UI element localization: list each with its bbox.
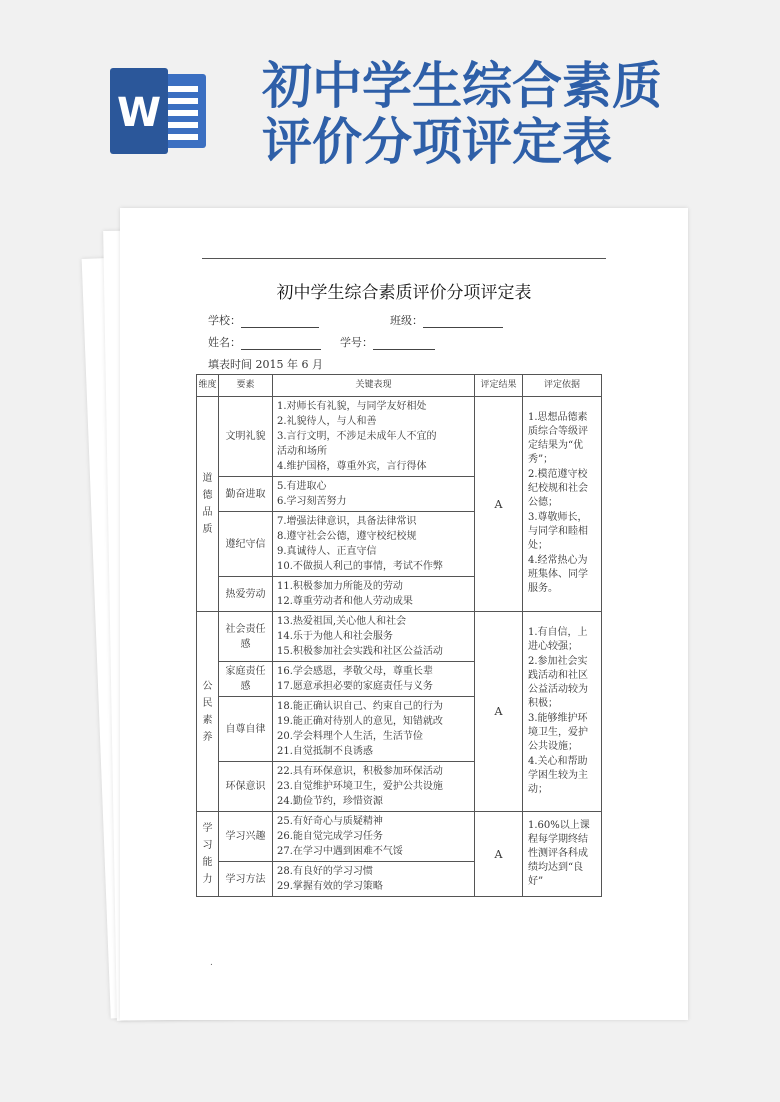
document-title: 初中学生综合素质评价分项评定表 — [276, 283, 532, 303]
behavior-item: 23.自觉维护环境卫生，爱护公共设施 — [277, 781, 443, 792]
word-logo-letter: W — [116, 90, 162, 136]
behavior-item: 26.能自觉完成学习任务 — [277, 831, 383, 842]
element-cell: 勤奋进取 — [219, 477, 273, 512]
name-field — [208, 334, 321, 350]
evaluation-table — [196, 374, 602, 897]
result-cell: A — [475, 397, 523, 612]
school-underline — [241, 316, 319, 328]
table-header-row — [197, 375, 602, 397]
header-behavior: 关键表现 — [273, 375, 475, 397]
student-id-field — [340, 334, 435, 350]
behavior-cell — [273, 512, 475, 577]
header-dimension: 维度 — [197, 375, 219, 397]
word-logo-icon — [110, 68, 208, 154]
behavior-item: 19.能正确对待别人的意见，知错就改 — [277, 716, 443, 727]
element-cell: 社会责任感 — [219, 612, 273, 662]
behavior-cell — [273, 612, 475, 662]
behavior-item: 20.学会料理个人生活，生活节俭 — [277, 731, 423, 742]
student-id-underline — [373, 338, 435, 350]
element-cell: 学习方法 — [219, 862, 273, 897]
behavior-cell — [273, 577, 475, 612]
behavior-item: 9.真诚待人、正直守信 — [277, 546, 377, 557]
behavior-item: 15.积极参加社会实践和社区公益活动 — [277, 646, 443, 657]
behavior-cell — [273, 662, 475, 697]
basis-item: 1.有自信，上进心较强； — [528, 626, 588, 652]
basis-cell — [523, 812, 602, 897]
basis-item: 3.能够维护环境卫生，爱护公共设施； — [528, 712, 588, 752]
class-underline — [423, 316, 503, 328]
behavior-cell — [273, 397, 475, 477]
behavior-item: 17.愿意承担必要的家庭责任与义务 — [277, 681, 433, 692]
name-label: 姓名： — [208, 336, 241, 349]
behavior-item: 3.言行文明，不涉足未成年人不宜的 — [277, 431, 437, 442]
table-row — [197, 612, 602, 662]
class-label: 班级： — [390, 314, 423, 327]
behavior-item: 6.学习刻苦努力 — [277, 496, 347, 507]
basis-cell — [523, 397, 602, 612]
behavior-item: 29.掌握有效的学习策略 — [277, 881, 383, 892]
name-underline — [241, 338, 321, 350]
behavior-cell — [273, 477, 475, 512]
behavior-item: 21.自觉抵制不良诱惑 — [277, 746, 373, 757]
element-cell: 遵纪守信 — [219, 512, 273, 577]
element-cell: 文明礼貌 — [219, 397, 273, 477]
school-field — [208, 312, 319, 328]
behavior-item: 11.积极参加力所能及的劳动 — [277, 581, 403, 592]
behavior-item: 1.对师长有礼貌，与同学友好相处 — [277, 401, 427, 412]
dimension-cell: 公民素养 — [197, 612, 219, 812]
basis-item: 2.参加社会实践活动和社区公益活动较为积极； — [528, 655, 588, 709]
behavior-cell — [273, 762, 475, 812]
basis-cell — [523, 612, 602, 812]
result-cell: A — [475, 812, 523, 897]
behavior-item: 25.有好奇心与质疑精神 — [277, 816, 383, 827]
school-label: 学校： — [208, 314, 241, 327]
dimension-cell: 道德品质 — [197, 397, 219, 612]
dimension-cell: 学习能力 — [197, 812, 219, 897]
behavior-item: 14.乐于为他人和社会服务 — [277, 631, 393, 642]
behavior-cell — [273, 862, 475, 897]
behavior-item: 24.勤俭节约，珍惜资源 — [277, 796, 383, 807]
behavior-item: 8.遵守社会公德，遵守校纪校规 — [277, 531, 417, 542]
element-cell: 家庭责任感 — [219, 662, 273, 697]
behavior-item: 28.有良好的学习习惯 — [277, 866, 373, 877]
basis-item: 4.关心和帮助学困生较为主动； — [528, 755, 588, 795]
behavior-item: 10.不做损人利己的事情，考试不作弊 — [277, 561, 443, 572]
class-field — [390, 312, 503, 328]
header-rule — [202, 258, 606, 259]
header-element: 要素 — [219, 375, 273, 397]
header-result: 评定结果 — [475, 375, 523, 397]
behavior-cell — [273, 697, 475, 762]
behavior-item: 12.尊重劳动者和他人劳动成果 — [277, 596, 413, 607]
behavior-item: 4.维护国格，尊重外宾，言行得体 — [277, 461, 427, 472]
footer-mark: . — [210, 958, 213, 968]
basis-item: 2.模范遵守校纪校规和社会公德； — [528, 469, 588, 508]
behavior-cell — [273, 812, 475, 862]
behavior-item: 27.在学习中遇到困难不气馁 — [277, 846, 403, 857]
student-id-label: 学号： — [340, 336, 373, 349]
header-basis: 评定依据 — [523, 375, 602, 397]
document-page — [120, 208, 688, 1020]
headline-line-1: 初中学生综合素质 — [262, 57, 662, 115]
table-row — [197, 397, 602, 477]
basis-item: 4.经常热心为班集体、同学服务。 — [528, 555, 588, 594]
basis-item: 3.尊敬师长，与同学和睦相处； — [528, 512, 588, 551]
headline-line-2: 评价分项评定表 — [262, 113, 612, 171]
element-cell: 环保意识 — [219, 762, 273, 812]
behavior-item: 16.学会感恩，孝敬父母，尊重长辈 — [277, 666, 433, 677]
behavior-item: 7.增强法律意识，具备法律常识 — [277, 516, 417, 527]
fill-date: 填表时间 2015 年 6 月 — [208, 358, 323, 371]
element-cell: 自尊自律 — [219, 697, 273, 762]
behavior-item: 18.能正确认识自己、约束自己的行为 — [277, 701, 443, 712]
element-cell: 学习兴趣 — [219, 812, 273, 862]
basis-item: 1.60%以上课程每学期终结性测评各科成绩均达到“良好” — [528, 819, 590, 887]
behavior-item: 活动和场所 — [277, 446, 327, 457]
behavior-item: 5.有进取心 — [277, 481, 327, 492]
basis-item: 1.思想品德素质综合等级评定结果为“优秀”； — [528, 412, 588, 465]
result-cell: A — [475, 612, 523, 812]
behavior-item: 13.热爱祖国,关心他人和社会 — [277, 616, 407, 627]
behavior-item: 2.礼貌待人，与人和善 — [277, 416, 377, 427]
table-row — [197, 812, 602, 862]
behavior-item: 22.具有环保意识，积极参加环保活动 — [277, 766, 443, 777]
element-cell: 热爱劳动 — [219, 577, 273, 612]
page-headline — [262, 58, 742, 170]
